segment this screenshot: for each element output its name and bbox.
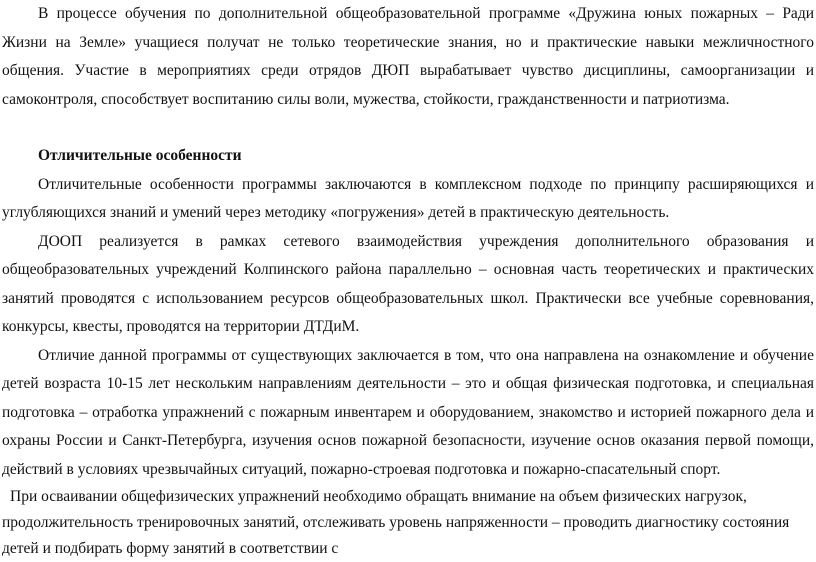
paragraph-network: ДООП реализуется в рамках сетевого взаимодействия учреждения дополнительного образования и общеобразовательных учреждений Колпинского района параллельно – основная часть теоретических и практических занятий проводятся с использованием ресурсов общеобразовательных школ. Практически все учебные соревнования, конкурсы, квесты, проводятся на территории ДТДиМ. <box>2 232 814 335</box>
paragraph-gap <box>2 114 814 142</box>
paragraph-intro: В процессе обучения по дополнительной общеобразовательной программе «Дружина юных пожарных – Ради Жизни на Земле» учащиеся получат не только теоретические знания, но и практические навыки межличностного общения. Участие в мероприятиях среди отрядов ДЮП вырабатывает чувство дисциплины, самоорганизации и самоконтроля, способствует воспитанию силы воли, мужества, стойкости, гражданственности и патриотизма. <box>2 5 814 108</box>
section-heading: Отличительные особенности <box>38 147 242 164</box>
paragraph-features: Отличительные особенности программы заключаются в комплексном подходе по принципу расширяющихся и углубляющихся знаний и умений через методику «погружения» детей в практическую деятельность. <box>2 175 814 221</box>
paragraph-difference: Отличие данной программы от существующих заключается в том, что она направлена на ознакомление и обучение детей возраста 10-15 лет нескольким направлениям деятельности – это и общая физическая подготовка, и специальная подготовка – отработка упражнений с пожарным инвентарем и оборудованием, знакомство и историей пожарного дела и охраны России и Санкт-Петербурга, изучения основ пожарной безопасности, изучение основ оказания первой помощи, действий в условиях чрезвычайных ситуаций, пожарно-строевая подготовка и пожарно-спасательный спорт. <box>2 346 814 478</box>
paragraph-physical: При осваивании общефизических упражнений необходимо обращать внимание на объем физических нагрузок, продолжительность тренировочных занятий, отслеживать уровень напряженности – проводить диагностику состояния детей и подбирать форму занятий в соответствии с <box>2 488 790 557</box>
